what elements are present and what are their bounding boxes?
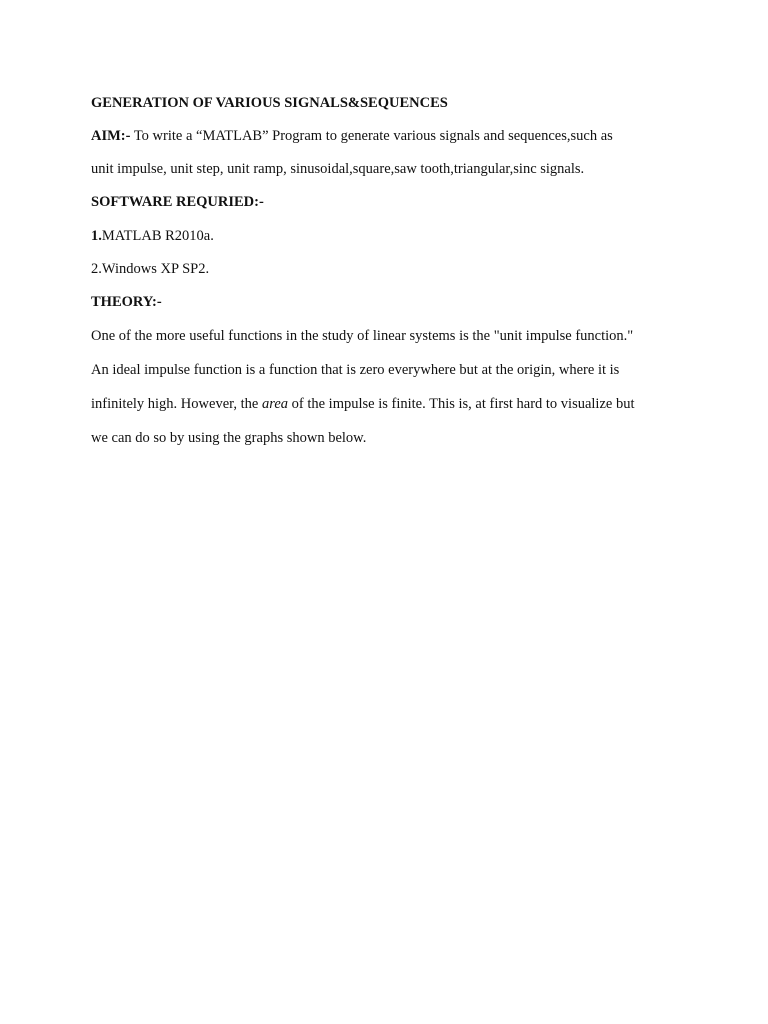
aim-line-2: unit impulse, unit step, unit ramp, sinusoidal,square,saw tooth,triangular,sinc signals. bbox=[91, 161, 585, 177]
software-item-1 bbox=[91, 227, 214, 245]
theory-heading: THEORY:- bbox=[91, 294, 162, 310]
software-item-1-text: MATLAB R2010a. bbox=[101, 228, 214, 244]
software-item-2: 2.Windows XP SP2. bbox=[91, 261, 210, 277]
theory-line-3 bbox=[91, 395, 635, 413]
aim-label: AIM:- bbox=[91, 128, 131, 144]
theory-line-2: An ideal impulse function is a function that is zero everywhere but at the origin, where it is bbox=[91, 362, 620, 378]
software-item-1-number: 1. bbox=[91, 228, 102, 244]
theory-line-1: One of the more useful functions in the study of linear systems is the "unit impulse function." bbox=[91, 328, 634, 344]
software-heading: SOFTWARE REQURIED:- bbox=[91, 194, 264, 210]
theory-line-3-end: of the impulse is finite. This is, at first hard to visualize but bbox=[288, 396, 635, 412]
theory-line-3-start: infinitely high. However, the bbox=[91, 396, 262, 412]
theory-area-term: area bbox=[261, 396, 289, 412]
aim-text-1: To write a “MATLAB” Program to generate various signals and sequences,such as bbox=[130, 128, 613, 144]
theory-line-4: we can do so by using the graphs shown below. bbox=[91, 430, 367, 446]
document-title: GENERATION OF VARIOUS SIGNALS&SEQUENCES bbox=[91, 95, 448, 111]
aim-line-1 bbox=[91, 127, 613, 145]
